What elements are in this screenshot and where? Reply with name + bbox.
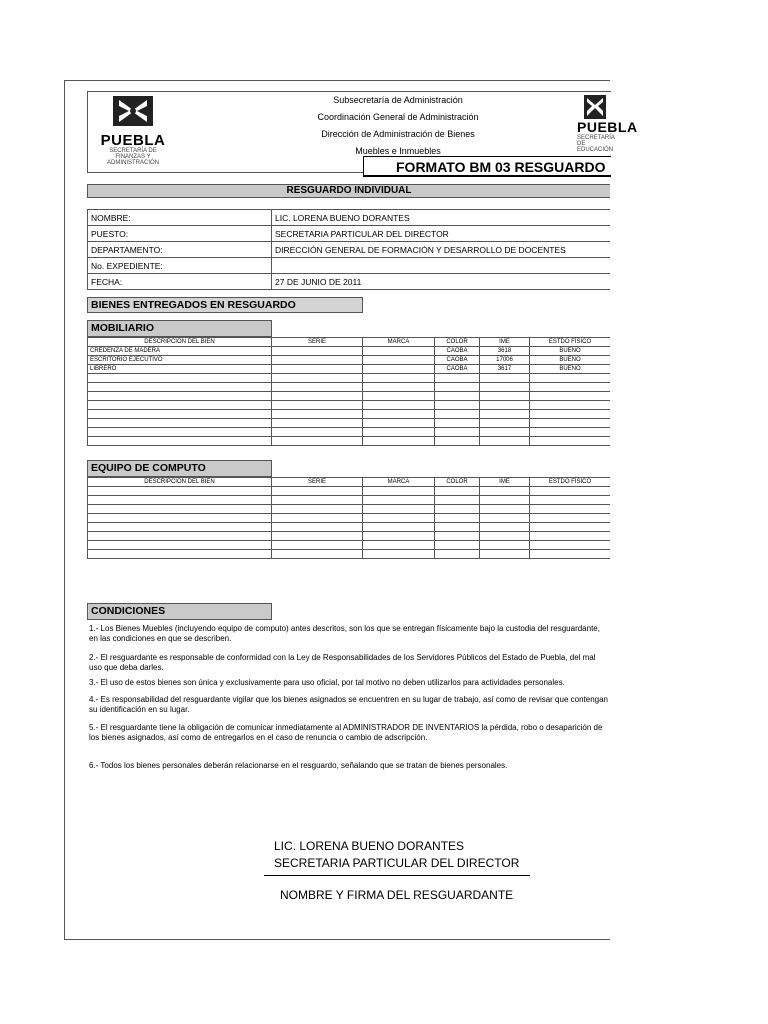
header-line: Muebles e Inmuebles	[355, 146, 441, 156]
column-header: COLOR	[435, 478, 480, 487]
condiciones-title: CONDICIONES	[87, 603, 272, 620]
column-header: DESCRIPCION DEL BIEN	[88, 338, 272, 347]
mobiliario-title: MOBILIARIO	[87, 320, 272, 337]
puebla-emblem-icon	[111, 94, 155, 128]
table-cell	[88, 392, 272, 401]
table-cell	[530, 487, 611, 496]
table-row	[88, 383, 611, 392]
table-cell	[88, 487, 272, 496]
table-cell	[272, 505, 363, 514]
table-cell	[272, 356, 363, 365]
mobiliario-table	[87, 337, 610, 446]
table-cell: 3617	[480, 365, 530, 374]
info-label: FECHA:	[88, 274, 272, 290]
table-cell	[435, 374, 480, 383]
table-cell	[88, 437, 272, 446]
document-page	[64, 80, 638, 940]
table-cell	[88, 523, 272, 532]
info-value: 27 DE JUNIO DE 2011	[272, 274, 611, 290]
table-cell	[363, 550, 435, 559]
table-header-row	[88, 338, 611, 347]
table-cell: BUENO	[530, 356, 611, 365]
table-cell	[272, 383, 363, 392]
table-cell	[480, 550, 530, 559]
table-cell	[272, 496, 363, 505]
table-cell	[88, 496, 272, 505]
table-row	[88, 505, 611, 514]
info-value: DIRECCIÓN GENERAL DE FORMACIÓN Y DESARROLLO DE DOCENTES	[272, 242, 611, 258]
table-cell	[480, 374, 530, 383]
table-cell	[363, 505, 435, 514]
table-cell	[530, 514, 611, 523]
table-cell: BUENO	[530, 365, 611, 374]
table-cell	[272, 437, 363, 446]
table-row	[88, 401, 611, 410]
table-cell	[435, 514, 480, 523]
table-cell	[272, 487, 363, 496]
column-header: COLOR	[435, 338, 480, 347]
table-cell	[272, 514, 363, 523]
info-table	[87, 209, 610, 290]
table-row	[88, 274, 611, 290]
table-cell	[272, 428, 363, 437]
table-cell	[363, 514, 435, 523]
table-row	[88, 356, 611, 365]
table-cell	[88, 419, 272, 428]
table-cell	[480, 419, 530, 428]
info-value: SECRETARIA PARTICULAR DEL DIRECTOR	[272, 226, 611, 242]
table-cell	[363, 392, 435, 401]
table-cell	[363, 383, 435, 392]
table-cell: CAOBA	[435, 356, 480, 365]
table-cell	[480, 383, 530, 392]
table-cell	[435, 428, 480, 437]
table-cell	[530, 505, 611, 514]
table-row	[88, 374, 611, 383]
table-cell	[88, 550, 272, 559]
table-cell	[435, 410, 480, 419]
table-cell	[480, 401, 530, 410]
table-cell	[530, 383, 611, 392]
table-cell: CREDENZA DE MADERA	[88, 347, 272, 356]
table-cell	[363, 428, 435, 437]
column-header: DESCRIPCION DEL BIEN	[88, 478, 272, 487]
table-cell	[530, 550, 611, 559]
table-row	[88, 347, 611, 356]
table-cell	[435, 532, 480, 541]
table-cell	[530, 392, 611, 401]
table-row	[88, 392, 611, 401]
info-label: NOMBRE:	[88, 210, 272, 226]
condition-item: 5.- El resguardante tiene la obligación de comunicar inmediatamente al ADMINISTRADOR DE INVENTARIOS la pérdida, robo o desaparición de los bienes asignados, así como de entregarlos en el caso de renuncia o cambio de adscripción.	[89, 723, 603, 742]
table-row	[88, 419, 611, 428]
header-line: Coordinación General de Administración	[317, 112, 479, 122]
table-row	[88, 410, 611, 419]
table-row	[88, 226, 611, 242]
table-cell	[272, 523, 363, 532]
table-cell	[363, 437, 435, 446]
column-header: SERIE	[272, 338, 363, 347]
table-cell: BUENO	[530, 347, 611, 356]
table-cell	[272, 541, 363, 550]
header-lines	[248, 92, 548, 160]
table-cell	[363, 356, 435, 365]
table-cell	[363, 365, 435, 374]
condition-item: 3.- El uso de estos bienes son única y exclusivamente para uso oficial, por tal motivo no deben utilizarlos para actividades personales.	[89, 678, 565, 687]
table-cell	[435, 505, 480, 514]
table-cell	[480, 532, 530, 541]
table-row	[88, 532, 611, 541]
puebla-emblem-icon	[583, 94, 607, 120]
table-cell	[363, 523, 435, 532]
condition-item: 2.- El resguardante es responsable de conformidad con la Ley de Responsabilidades de los Servidores Públicos del Estado de Puebla, del mal uso que deba darles.	[89, 653, 596, 672]
info-value	[272, 258, 611, 274]
table-cell	[435, 383, 480, 392]
table-cell	[530, 419, 611, 428]
table-cell	[272, 419, 363, 428]
table-cell	[435, 541, 480, 550]
table-cell	[88, 410, 272, 419]
equipo-table	[87, 477, 610, 559]
table-cell	[480, 505, 530, 514]
equipo-title: EQUIPO DE COMPUTO	[87, 460, 272, 477]
column-header: ESTDO FÍSICO	[530, 478, 611, 487]
table-cell: CAOBA	[435, 365, 480, 374]
table-row	[88, 550, 611, 559]
table-row	[88, 541, 611, 550]
info-label: PUESTO:	[88, 226, 272, 242]
table-row	[88, 258, 611, 274]
table-cell	[435, 401, 480, 410]
table-cell	[88, 401, 272, 410]
table-cell	[272, 401, 363, 410]
table-cell	[530, 437, 611, 446]
table-cell	[272, 374, 363, 383]
table-cell	[272, 392, 363, 401]
header-line: Subsecretaría de Administración	[333, 95, 463, 105]
table-cell	[88, 374, 272, 383]
table-cell	[272, 532, 363, 541]
table-cell: 17006	[480, 356, 530, 365]
table-cell: LIBRERO	[88, 365, 272, 374]
info-label: No. EXPEDIENTE:	[88, 258, 272, 274]
table-cell	[435, 550, 480, 559]
table-cell	[363, 347, 435, 356]
info-label: DEPARTAMENTO:	[88, 242, 272, 258]
table-cell	[480, 410, 530, 419]
table-cell: ESCRITORIO EJECUTIVO	[88, 356, 272, 365]
header-line: Dirección de Administración de Bienes	[321, 129, 475, 139]
table-cell	[435, 523, 480, 532]
document-header	[87, 91, 638, 175]
column-header: SERIE	[272, 478, 363, 487]
form-title: FORMATO BM 03 RESGUARDO	[363, 156, 611, 177]
table-cell	[363, 541, 435, 550]
table-cell	[435, 419, 480, 428]
table-cell	[363, 532, 435, 541]
table-cell	[435, 487, 480, 496]
table-cell	[88, 541, 272, 550]
info-value: LIC. LORENA BUENO DORANTES	[272, 210, 611, 226]
table-row	[88, 210, 611, 226]
table-cell	[88, 383, 272, 392]
column-header: ESTDO FÍSICO	[530, 338, 611, 347]
signer-position: SECRETARIA PARTICULAR DEL DIRECTOR	[274, 856, 520, 870]
table-cell	[530, 496, 611, 505]
table-cell	[530, 541, 611, 550]
signature-line	[264, 875, 530, 876]
column-header: MARCA	[363, 478, 435, 487]
table-cell	[480, 541, 530, 550]
table-cell	[88, 428, 272, 437]
table-row	[88, 242, 611, 258]
table-cell	[363, 419, 435, 428]
table-cell	[272, 550, 363, 559]
condition-item: 1.- Los Bienes Muebles (incluyendo equipo de computo) antes descritos, son los que se entregan físicamente bajo la custodia del resguardante, en las condiciones en que se describen.	[89, 624, 600, 643]
table-cell	[530, 523, 611, 532]
table-cell	[88, 505, 272, 514]
table-cell: 3618	[480, 347, 530, 356]
table-cell	[480, 428, 530, 437]
table-cell	[88, 514, 272, 523]
table-cell	[272, 365, 363, 374]
table-cell	[363, 496, 435, 505]
puebla-finanzas-logo: PUEBLA SECRETARÍA DE FINANZAS Y ADMINISTRACIÓN	[98, 94, 168, 168]
condition-item: 6.- Todos los bienes personales deberán relacionarse en el resguardo, señalando que se tratan de bienes personales.	[89, 761, 508, 770]
table-row	[88, 365, 611, 374]
table-cell	[363, 410, 435, 419]
table-cell	[363, 487, 435, 496]
table-cell	[272, 347, 363, 356]
table-row	[88, 496, 611, 505]
table-cell	[435, 392, 480, 401]
signer-name: LIC. LORENA BUENO DORANTES	[274, 839, 465, 853]
table-cell	[363, 374, 435, 383]
table-row	[88, 437, 611, 446]
table-cell	[480, 514, 530, 523]
table-cell	[530, 428, 611, 437]
table-cell	[435, 496, 480, 505]
table-cell	[480, 437, 530, 446]
signature-caption: NOMBRE Y FIRMA DEL RESGUARDANTE	[280, 888, 514, 902]
section-title: RESGUARDO INDIVIDUAL	[87, 184, 610, 198]
table-row	[88, 428, 611, 437]
column-header: MARCA	[363, 338, 435, 347]
table-row	[88, 523, 611, 532]
table-cell	[480, 496, 530, 505]
table-cell	[480, 523, 530, 532]
table-cell	[480, 487, 530, 496]
bienes-title: BIENES ENTREGADOS EN RESGUARDO	[87, 297, 363, 313]
table-cell	[530, 401, 611, 410]
column-header: IME	[480, 338, 530, 347]
condition-item: 4.- Es responsabilidad del resguardante vigilar que los bienes asignados se encuentren en su lugar de trabajo, así como de revisar que contengan su identificación en su lugar.	[89, 695, 608, 714]
table-cell	[88, 532, 272, 541]
table-cell	[530, 532, 611, 541]
table-cell	[480, 392, 530, 401]
table-cell	[435, 437, 480, 446]
table-cell	[272, 410, 363, 419]
table-row	[88, 514, 611, 523]
table-cell	[530, 374, 611, 383]
table-header-row	[88, 478, 611, 487]
table-row	[88, 487, 611, 496]
table-cell	[530, 410, 611, 419]
column-header: IME	[480, 478, 530, 487]
table-cell	[363, 401, 435, 410]
table-cell: CAOBA	[435, 347, 480, 356]
puebla-educacion-logo: PUEBLA SECRETARÍA DE EDUCACIÓN	[577, 94, 617, 168]
